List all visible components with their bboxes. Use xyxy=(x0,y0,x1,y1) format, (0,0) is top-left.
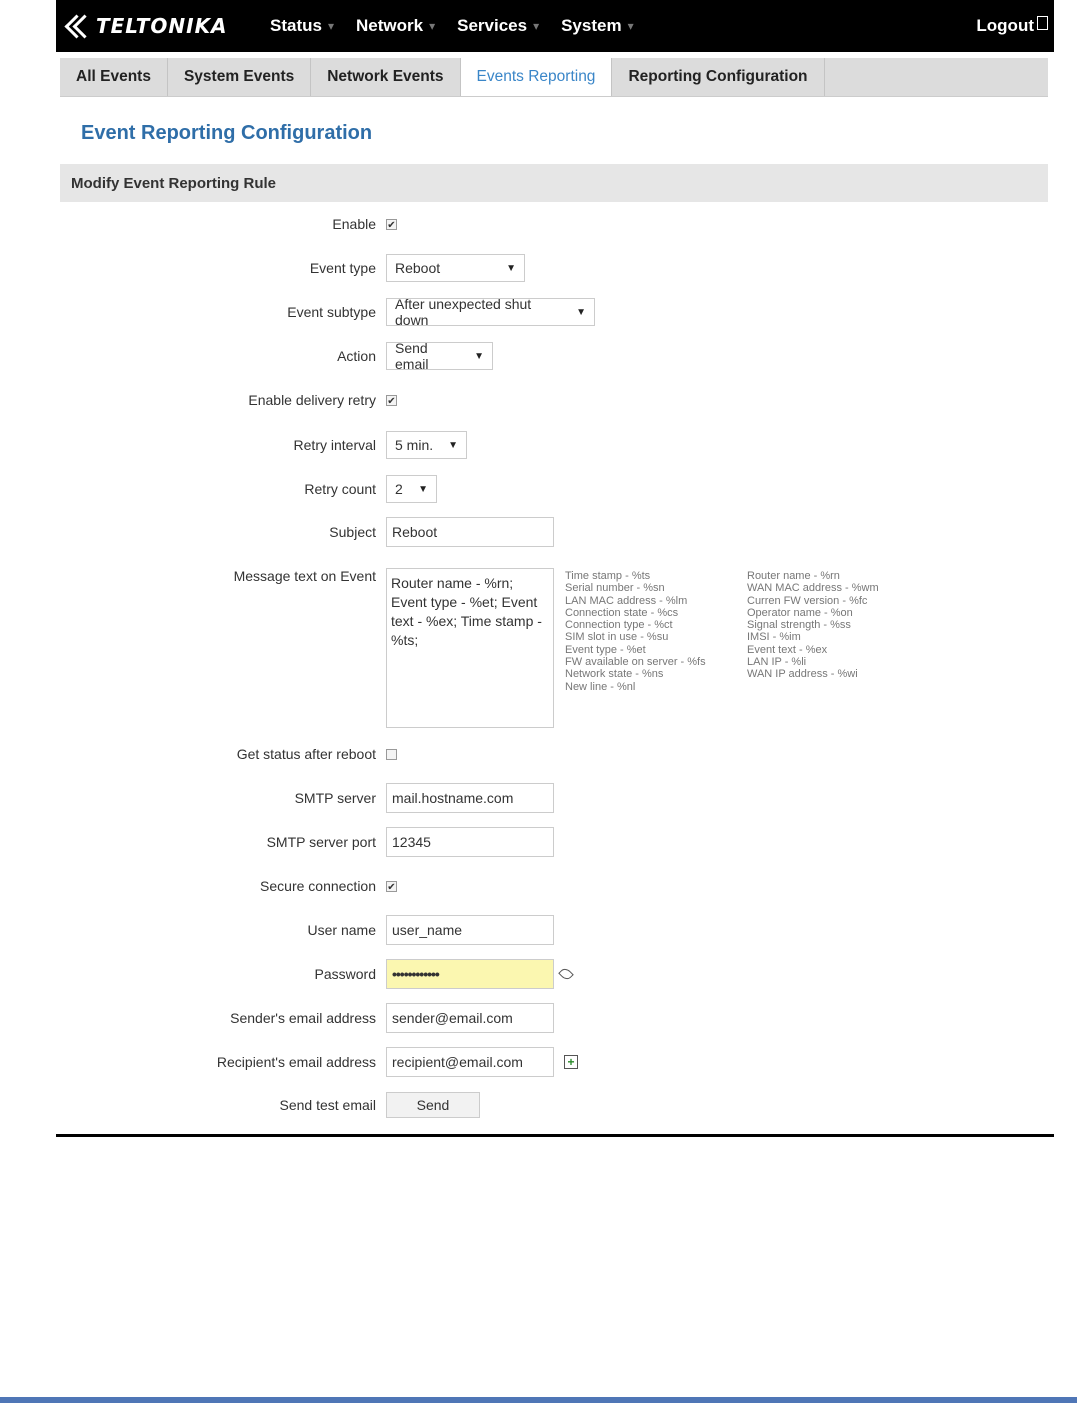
retry-count-select[interactable] xyxy=(386,475,437,503)
hint-line: New line - %nl xyxy=(565,680,636,693)
dropdown-arrow-icon: ▼ xyxy=(448,439,458,451)
variable-hints-right xyxy=(747,570,879,681)
row-secure-connection xyxy=(0,870,1077,902)
action-select[interactable] xyxy=(386,342,493,370)
status-after-reboot-checkbox[interactable] xyxy=(386,749,397,760)
tab-events-reporting[interactable]: Events Reporting xyxy=(461,58,613,96)
hint-line: Event text - %ex xyxy=(747,643,828,656)
brand-name: TELTONIKA xyxy=(96,14,228,38)
dropdown-arrow-icon: ▼ xyxy=(576,306,586,318)
show-password-icon[interactable] xyxy=(558,966,574,982)
row-recipient-email xyxy=(0,1046,1077,1078)
delivery-retry-checkbox[interactable]: ✔ xyxy=(387,395,396,407)
hint-line: Network state - %ns xyxy=(565,668,664,681)
page-footer-line xyxy=(0,1397,1077,1403)
send-test-email-label: Send test email xyxy=(279,1097,376,1113)
send-test-email-button[interactable]: Send xyxy=(386,1092,480,1118)
hint-line: IMSI - %im xyxy=(747,631,801,644)
hint-line: Curren FW version - %fc xyxy=(747,594,868,607)
event-type-value: Reboot xyxy=(395,260,441,276)
hint-line: Signal strength - %ss xyxy=(747,619,851,632)
row-sender-email xyxy=(0,1002,1077,1034)
enable-label: Enable xyxy=(332,216,376,232)
retry-count-label: Retry count xyxy=(304,481,376,497)
hint-line: Serial number - %sn xyxy=(565,582,665,595)
top-navbar xyxy=(56,0,1054,52)
retry-interval-value: 5 min. xyxy=(395,437,434,453)
nav-status-label: Status xyxy=(270,16,322,35)
smtp-port-input[interactable]: 12345 xyxy=(386,827,554,857)
nav-system[interactable] xyxy=(561,16,634,36)
section-header: Modify Event Reporting Rule xyxy=(60,164,1048,202)
tab-all-events[interactable]: All Events xyxy=(60,58,168,96)
row-user-name xyxy=(0,914,1077,946)
hint-line: Operator name - %on xyxy=(747,606,853,619)
hint-line: FW available on server - %fs xyxy=(565,656,706,669)
event-type-label: Event type xyxy=(309,260,376,276)
hint-line: Time stamp - %ts xyxy=(565,570,651,582)
hint-line: WAN IP address - %wi xyxy=(747,668,858,681)
variable-hints-left xyxy=(565,570,706,693)
tab-system-events[interactable]: System Events xyxy=(168,58,311,96)
hint-line: LAN IP - %li xyxy=(747,656,807,669)
enable-checkbox[interactable]: ✔ xyxy=(387,219,396,231)
nav-network-label: Network xyxy=(356,16,424,35)
row-smtp-port xyxy=(0,826,1077,858)
row-smtp-server xyxy=(0,782,1077,814)
caret-down-icon: ▾ xyxy=(533,19,540,33)
row-event-type xyxy=(0,252,1077,284)
caret-down-icon: ▾ xyxy=(627,19,634,33)
caret-down-icon: ▾ xyxy=(327,19,334,33)
sender-email-input[interactable]: sender@email.com xyxy=(386,1003,554,1033)
recipient-email-input[interactable]: recipient@email.com xyxy=(386,1047,554,1077)
row-action xyxy=(0,340,1077,372)
retry-interval-label: Retry interval xyxy=(293,437,376,453)
user-name-label: User name xyxy=(307,922,376,938)
nav-system-label: System xyxy=(561,16,622,35)
content-divider xyxy=(56,1134,1054,1137)
user-name-input[interactable]: user_name xyxy=(386,915,554,945)
event-subtype-value: After unexpected shut down xyxy=(395,296,532,328)
hint-line: WAN MAC address - %wm xyxy=(747,582,879,595)
row-status-after-reboot xyxy=(0,738,1077,770)
smtp-server-label: SMTP server xyxy=(294,790,376,806)
row-password xyxy=(0,958,1077,990)
subject-input[interactable]: Reboot xyxy=(386,517,554,547)
action-label: Action xyxy=(337,348,376,364)
main-menu xyxy=(270,0,656,52)
smtp-port-label: SMTP server port xyxy=(266,834,376,850)
retry-interval-select[interactable] xyxy=(386,431,467,459)
row-retry-count xyxy=(0,473,1077,505)
action-value: Send email xyxy=(395,340,429,372)
caret-down-icon: ▾ xyxy=(429,19,436,33)
password-label: Password xyxy=(314,966,376,982)
row-delivery-retry xyxy=(0,384,1077,416)
brand-logo[interactable] xyxy=(64,10,228,42)
row-send-test-email xyxy=(0,1089,1077,1121)
event-subtype-label: Event subtype xyxy=(287,304,376,320)
secure-connection-label: Secure connection xyxy=(260,878,376,894)
sender-email-label: Sender's email address xyxy=(230,1010,376,1026)
hint-line: LAN MAC address - %lm xyxy=(565,594,688,607)
retry-count-value: 2 xyxy=(395,481,403,497)
subject-label: Subject xyxy=(329,524,376,540)
hint-line: SIM slot in use - %su xyxy=(565,631,669,644)
row-enable xyxy=(0,208,1077,240)
logout-icon xyxy=(1037,16,1048,30)
dropdown-arrow-icon: ▼ xyxy=(474,350,484,362)
hint-line: Router name - %rn xyxy=(747,570,840,582)
row-subject xyxy=(0,516,1077,548)
status-after-reboot-label: Get status after reboot xyxy=(236,746,376,762)
tab-reporting-configuration[interactable]: Reporting Configuration xyxy=(612,58,824,96)
dropdown-arrow-icon: ▼ xyxy=(506,262,516,274)
logout-link[interactable] xyxy=(976,0,1048,52)
smtp-server-input[interactable]: mail.hostname.com xyxy=(386,783,554,813)
hint-line: Connection type - %ct xyxy=(565,619,673,632)
hint-line: Event type - %et xyxy=(565,643,646,656)
nav-services[interactable] xyxy=(457,16,539,36)
secure-connection-checkbox[interactable]: ✔ xyxy=(387,881,396,893)
nav-services-label: Services xyxy=(457,16,528,35)
teltonika-logo-icon xyxy=(64,14,94,38)
page-title: Event Reporting Configuration xyxy=(81,122,373,144)
recipient-email-label: Recipient's email address xyxy=(216,1054,376,1070)
password-input[interactable]: •••••••••••• xyxy=(386,959,554,989)
delivery-retry-label: Enable delivery retry xyxy=(248,392,376,408)
message-label: Message text on Event xyxy=(233,568,376,584)
tab-network-events[interactable]: Network Events xyxy=(311,58,460,96)
nav-network[interactable] xyxy=(356,16,435,36)
dropdown-arrow-icon: ▼ xyxy=(418,483,428,495)
events-tabs xyxy=(60,58,1048,97)
event-type-select[interactable] xyxy=(386,254,525,282)
row-event-subtype xyxy=(0,296,1077,328)
row-retry-interval xyxy=(0,429,1077,461)
hint-line: Connection state - %cs xyxy=(565,606,679,619)
add-recipient-icon[interactable]: + xyxy=(564,1055,578,1069)
nav-status[interactable] xyxy=(270,16,334,36)
message-textarea[interactable]: Router name - %rn; Event type - %et; Event text - %ex; Time stamp - %ts; xyxy=(386,568,554,728)
event-subtype-select[interactable] xyxy=(386,298,595,326)
logout-label: Logout xyxy=(976,16,1034,35)
